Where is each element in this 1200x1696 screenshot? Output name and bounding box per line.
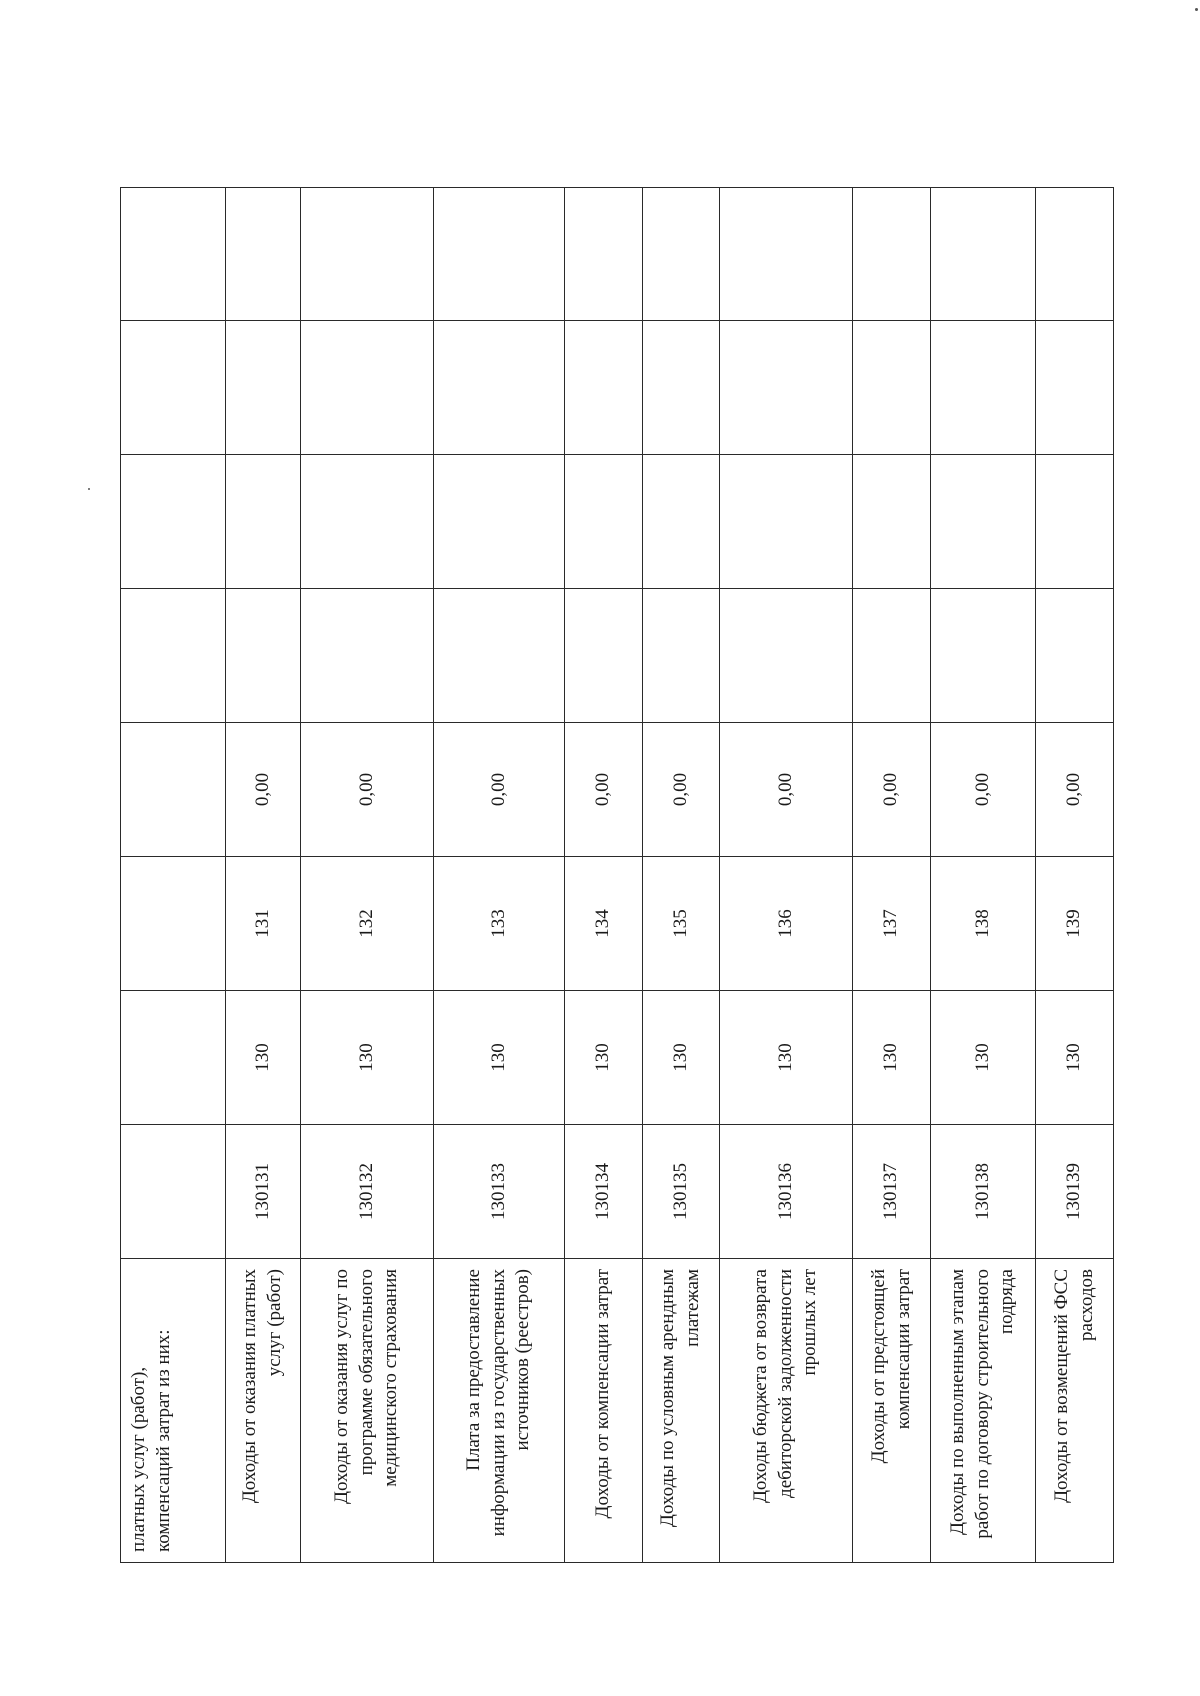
empty-cell: [565, 589, 643, 723]
row-name-cell: Доходы по условным арендным платежам: [643, 1259, 720, 1563]
total-cell: 0,00: [643, 723, 720, 857]
empty-cell: [565, 455, 643, 589]
kvfo-cell: 138: [931, 857, 1036, 991]
empty-cell: [643, 321, 720, 455]
rotated-table-wrapper: [120, 188, 1113, 1563]
empty-cell: [226, 188, 301, 321]
row-name-cell: Доходы от компенсации затрат: [565, 1259, 643, 1563]
rotated-table-inner: [120, 188, 1113, 1563]
empty-cell: [720, 455, 853, 589]
empty-cell: [1036, 321, 1114, 455]
empty-cell: [226, 455, 301, 589]
table-row: [226, 188, 301, 1563]
kvfo-cell: 133: [434, 857, 565, 991]
empty-cell: [301, 321, 434, 455]
kvfo-cell: 135: [643, 857, 720, 991]
empty-cell: [565, 188, 643, 321]
empty-cell: [121, 723, 226, 857]
table-row: [1036, 188, 1114, 1563]
total-cell: 0,00: [853, 723, 931, 857]
row-name-cell: Доходы от оказания платных услуг (работ): [226, 1259, 301, 1563]
code-cell: 130138: [931, 1125, 1036, 1259]
empty-cell: [720, 321, 853, 455]
kosgu-cell: 130: [565, 991, 643, 1125]
table-row: [720, 188, 853, 1563]
row-name-cell: Доходы по выполненным этапам работ по договору строительного подряда: [931, 1259, 1036, 1563]
empty-cell: [643, 589, 720, 723]
empty-cell: [121, 589, 226, 723]
empty-cell: [853, 589, 931, 723]
row-name-cell: Доходы от оказания услуг по программе обязательного медицинского страхования: [301, 1259, 434, 1563]
empty-cell: [720, 589, 853, 723]
total-cell: 0,00: [720, 723, 853, 857]
row-name-cell: Доходы от возмещений ФСС расходов: [1036, 1259, 1114, 1563]
empty-cell: [121, 857, 226, 991]
total-cell: 0,00: [434, 723, 565, 857]
empty-cell: [931, 188, 1036, 321]
kosgu-cell: 130: [853, 991, 931, 1125]
empty-cell: [931, 321, 1036, 455]
empty-cell: [853, 455, 931, 589]
code-cell: 130136: [720, 1125, 853, 1259]
code-cell: 130134: [565, 1125, 643, 1259]
kvfo-cell: 131: [226, 857, 301, 991]
kosgu-cell: 130: [434, 991, 565, 1125]
empty-cell: [301, 589, 434, 723]
empty-cell: [434, 321, 565, 455]
empty-cell: [121, 1125, 226, 1259]
empty-cell: [643, 188, 720, 321]
code-cell: 130137: [853, 1125, 931, 1259]
scan-speck: [88, 488, 90, 490]
kosgu-cell: 130: [720, 991, 853, 1125]
total-cell: 0,00: [565, 723, 643, 857]
empty-cell: [720, 188, 853, 321]
empty-cell: [121, 991, 226, 1125]
table-row: [643, 188, 720, 1563]
empty-cell: [434, 188, 565, 321]
kvfo-cell: 137: [853, 857, 931, 991]
table-row: [301, 188, 434, 1563]
empty-cell: [121, 321, 226, 455]
code-cell: 130135: [643, 1125, 720, 1259]
kosgu-cell: 130: [301, 991, 434, 1125]
row-name-cell: Плата за предоставление информации из государственных источников (реестров): [434, 1259, 565, 1563]
empty-cell: [121, 188, 226, 321]
total-cell: 0,00: [226, 723, 301, 857]
scan-speck: [1195, 8, 1198, 11]
kvfo-cell: 134: [565, 857, 643, 991]
row-name-cell: платных услуг (работ), компенсаций затрат из них:: [121, 1259, 226, 1563]
empty-cell: [226, 321, 301, 455]
total-cell: 0,00: [931, 723, 1036, 857]
empty-cell: [121, 455, 226, 589]
kvfo-cell: 139: [1036, 857, 1114, 991]
code-cell: 130133: [434, 1125, 565, 1259]
empty-cell: [931, 455, 1036, 589]
code-cell: 130139: [1036, 1125, 1114, 1259]
kosgu-cell: 130: [643, 991, 720, 1125]
table-row: [931, 188, 1036, 1563]
table-row: [853, 188, 931, 1563]
kvfo-cell: 136: [720, 857, 853, 991]
code-cell: 130131: [226, 1125, 301, 1259]
table-row-header: [121, 188, 226, 1563]
total-cell: 0,00: [1036, 723, 1114, 857]
kosgu-cell: 130: [931, 991, 1036, 1125]
row-name-cell: Доходы от предстоящей компенсации затрат: [853, 1259, 931, 1563]
empty-cell: [434, 455, 565, 589]
code-cell: 130132: [301, 1125, 434, 1259]
kosgu-cell: 130: [1036, 991, 1114, 1125]
empty-cell: [853, 188, 931, 321]
kosgu-cell: 130: [226, 991, 301, 1125]
empty-cell: [931, 589, 1036, 723]
empty-cell: [853, 321, 931, 455]
empty-cell: [1036, 188, 1114, 321]
table-row: [565, 188, 643, 1563]
empty-cell: [301, 455, 434, 589]
income-table: [120, 187, 1114, 1563]
table-row: [434, 188, 565, 1563]
row-name-cell: Доходы бюджета от возврата дебиторской задолженности прошлых лет: [720, 1259, 853, 1563]
empty-cell: [434, 589, 565, 723]
kvfo-cell: 132: [301, 857, 434, 991]
empty-cell: [1036, 455, 1114, 589]
empty-cell: [1036, 589, 1114, 723]
empty-cell: [301, 188, 434, 321]
empty-cell: [565, 321, 643, 455]
empty-cell: [226, 589, 301, 723]
empty-cell: [643, 455, 720, 589]
total-cell: 0,00: [301, 723, 434, 857]
